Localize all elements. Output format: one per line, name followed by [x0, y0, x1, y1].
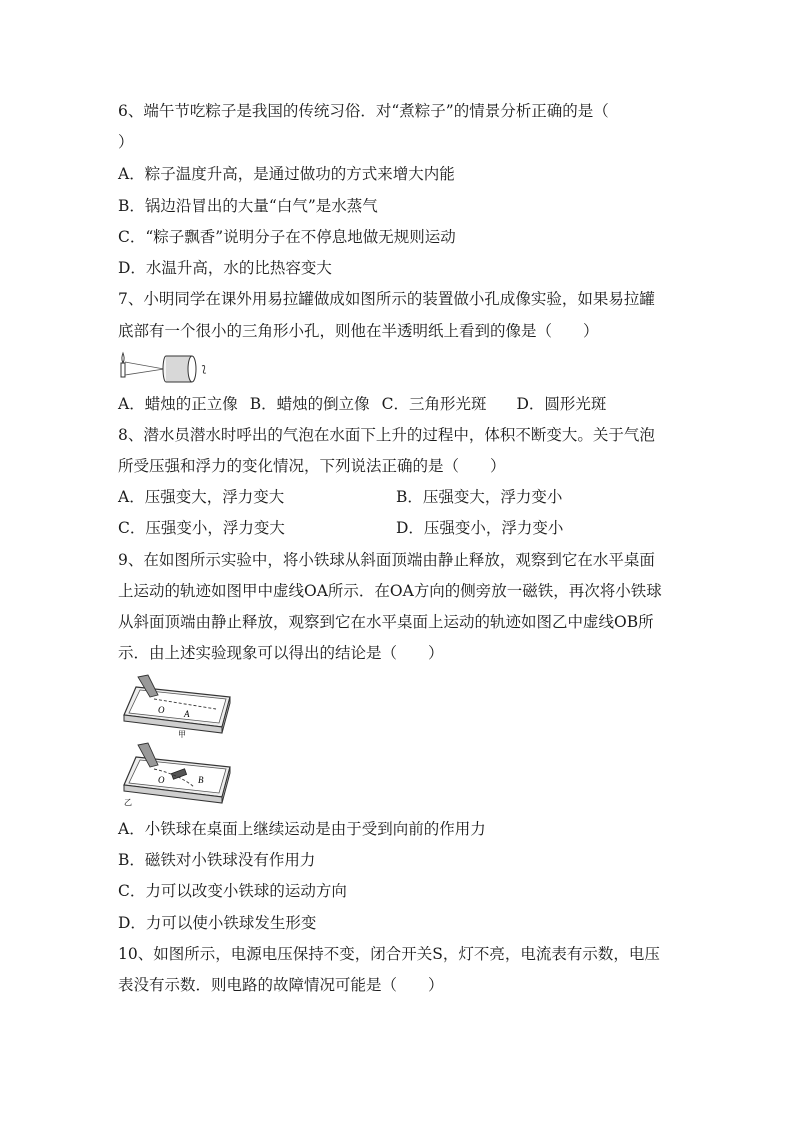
q7-options [118, 394, 678, 414]
q8-option-d: D．压强变小，浮力变小 [396, 519, 564, 537]
figure-jia-table [118, 673, 236, 739]
q9-option-c: C．力可以改变小铁球的运动方向 [118, 882, 347, 900]
figure-yi-table [118, 741, 236, 809]
candle-body [121, 363, 125, 377]
label-a: A [184, 709, 190, 719]
pinhole-camera-figure [118, 349, 210, 385]
q10-stem-line1: 10、如图所示，电源电压保持不变，闭合开关S，灯不亮，电流表有示数，电压 [118, 945, 660, 963]
q7-stem-line1: 7、小明同学在课外用易拉罐做成如图所示的装置做小孔成像实验，如果易拉罐 [118, 290, 655, 308]
light-ray-bottom [125, 369, 164, 375]
label-jia: 甲 [178, 730, 186, 739]
q6-option-c: C．“粽子飘香”说明分子在不停息地做无规则运动 [118, 228, 456, 246]
q8-option-c: C．压强变小，浮力变大 [118, 519, 285, 537]
inverted-image-icon [202, 366, 206, 374]
q9-stem-line2: 上运动的轨迹如图甲中虚线OA所示．在OA方向的侧旁放一磁铁，再次将小铁球 [118, 582, 662, 600]
q9-option-b: B．磁铁对小铁球没有作用力 [118, 851, 316, 869]
q8-option-a: A．压强变大，浮力变大 [118, 488, 285, 506]
q6-option-d: D．水温升高，水的比热容变大 [118, 259, 332, 277]
q7-stem-line2: 底部有一个很小的三角形小孔，则他在半透明纸上看到的像是（ ） [118, 322, 599, 340]
q9-stem-line1: 9、在如图所示实验中，将小铁球从斜面顶端由静止释放，观察到它在水平桌面 [118, 551, 655, 569]
q6-option-b: B．锅边沿冒出的大量“白气”是水蒸气 [118, 197, 378, 215]
translucent-paper [188, 356, 196, 382]
q7-option-d: D．圆形光斑 [516, 395, 607, 413]
q6-stem: 6、端午节吃粽子是我国的传统习俗．对“煮粽子”的情景分析正确的是（ [118, 102, 609, 120]
q9-stem-line4: 示．由上述实验现象可以得出的结论是（ ） [118, 644, 444, 662]
q8-stem-line1: 8、潜水员潜水时呼出的气泡在水面下上升的过程中，体积不断变大。关于气泡 [118, 426, 655, 444]
q9-option-a: A．小铁球在桌面上继续运动是由于受到向前的作用力 [118, 820, 486, 838]
q7-option-a: A．蜡烛的正立像 [118, 395, 238, 413]
q7-option-b: B．蜡烛的倒立像 [249, 395, 370, 413]
q7-option-c: C．三角形光斑 [381, 395, 487, 413]
label-yi: 乙 [124, 798, 132, 807]
q10-stem-line2: 表没有示数．则电路的故障情况可能是（ ） [118, 976, 444, 994]
q6-option-a: A．粽子温度升高，是通过做功的方式来增大内能 [118, 165, 455, 183]
q8-options-row1 [118, 487, 678, 507]
label-o: O [158, 705, 165, 715]
candle-flame-icon [122, 353, 124, 363]
q9-option-d: D．力可以使小铁球发生形变 [118, 914, 317, 932]
q8-option-b: B．压强变大，浮力变小 [396, 488, 563, 506]
q9-stem-line3: 从斜面顶端由静止释放，观察到它在水平桌面上运动的轨迹如图乙中虚线OB所 [118, 613, 654, 631]
q6-stem-end: ） [118, 133, 134, 151]
label-o: O [158, 775, 165, 785]
label-b: B [198, 775, 204, 785]
q8-options-row2 [118, 518, 678, 538]
q8-stem-line2: 所受压强和浮力的变化情况，下列说法正确的是（ ） [118, 457, 506, 475]
light-ray-top [125, 362, 164, 369]
